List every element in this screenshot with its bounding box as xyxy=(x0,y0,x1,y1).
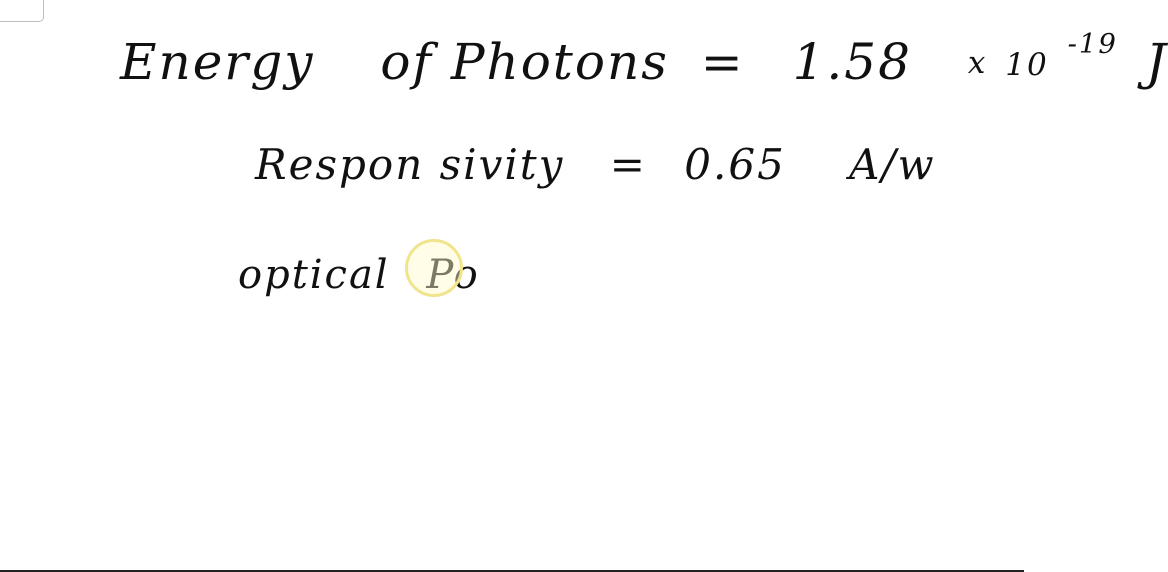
responsivity-value: 0.65 xyxy=(684,140,786,189)
responsivity-line xyxy=(255,140,936,189)
power-base: 10 xyxy=(1005,47,1049,83)
equals-sign: = xyxy=(700,33,745,91)
responsivity-unit: A/w xyxy=(849,140,936,189)
equals-sign-2: = xyxy=(609,140,647,189)
of-photons-label: of Photons xyxy=(380,33,669,91)
multiply-sign: x xyxy=(967,45,988,81)
power-exponent: -19 xyxy=(1067,28,1118,60)
pen-cursor-highlight xyxy=(405,239,463,297)
energy-label: Energy xyxy=(120,33,315,91)
optical-label: optical xyxy=(238,252,390,298)
energy-value: 1.58 xyxy=(792,33,912,91)
energy-of-photons-line xyxy=(120,28,1168,91)
toolbar-tab[interactable] xyxy=(0,0,44,22)
responsivity-label: Respon sivity xyxy=(255,140,565,189)
energy-unit: J xyxy=(1145,33,1168,91)
power-partial-text: Po xyxy=(426,252,480,298)
